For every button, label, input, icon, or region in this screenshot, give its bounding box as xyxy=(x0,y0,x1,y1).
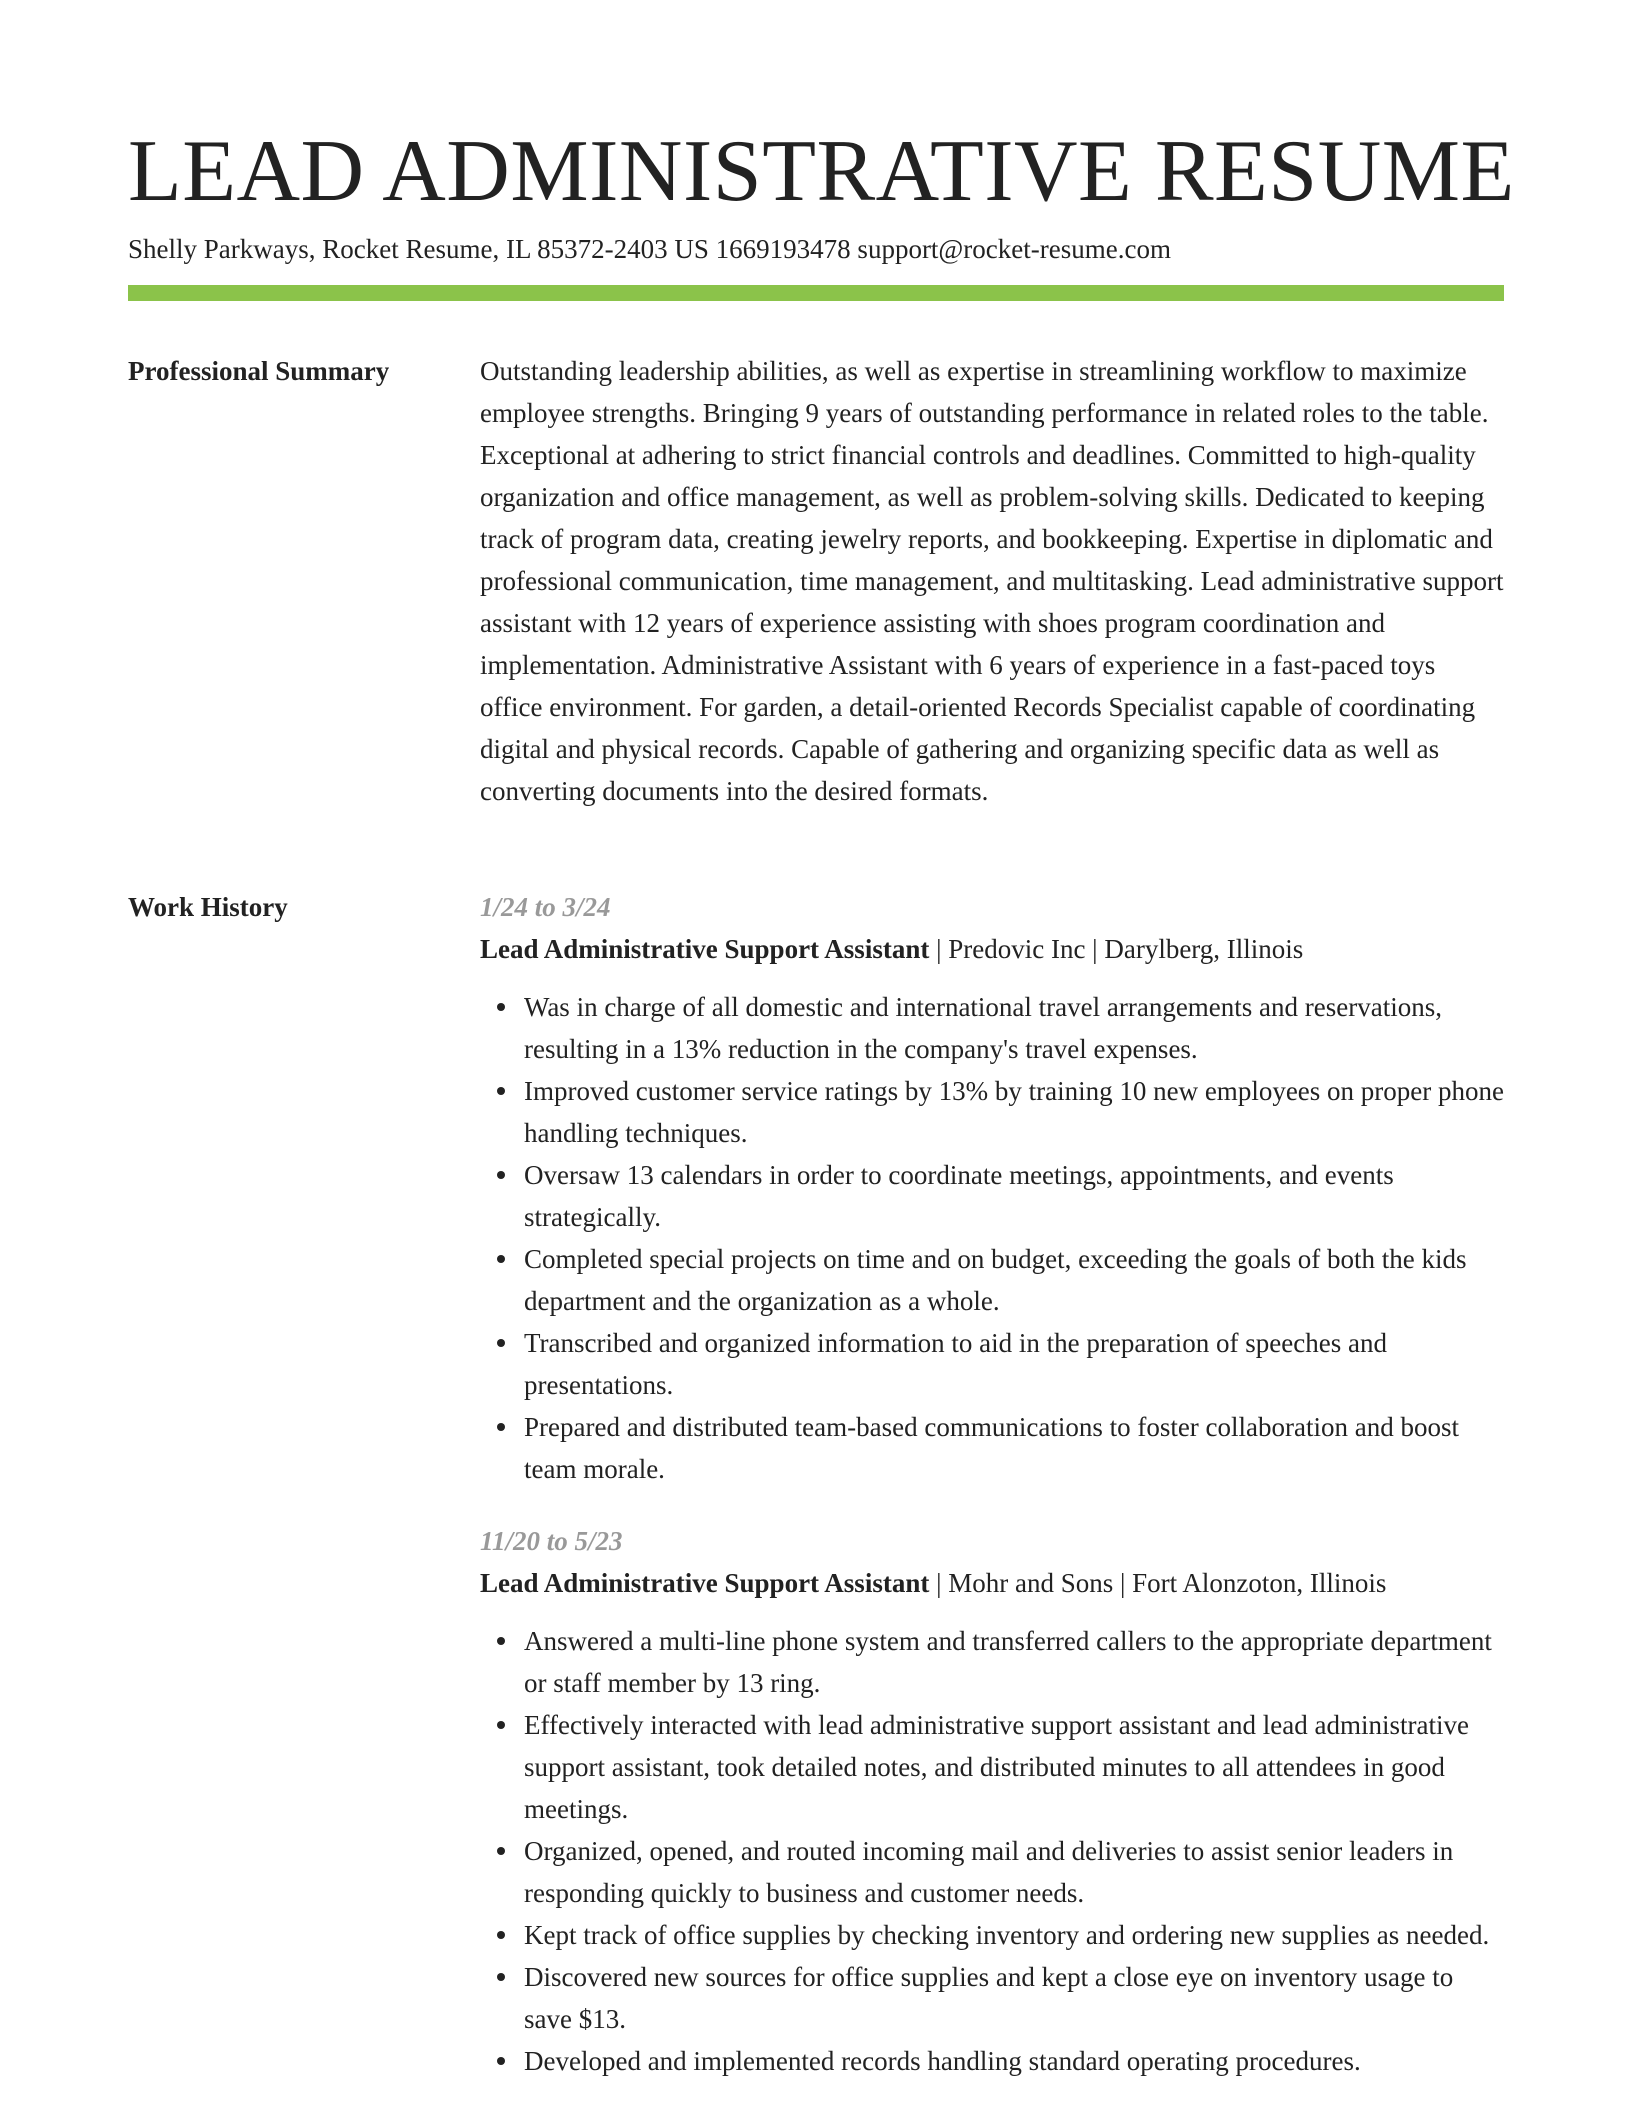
job-role: Lead Administrative Support Assistant xyxy=(480,1568,930,1598)
job-company-location: | Predovic Inc | Darylberg, Illinois xyxy=(929,934,1304,964)
job-bullet: Oversaw 13 calendars in order to coordinate meetings, appointments, and events strategically. xyxy=(524,1154,1504,1238)
job-dates: 1/24 to 3/24 xyxy=(480,892,611,922)
job-role: Lead Administrative Support Assistant xyxy=(480,934,930,964)
job-entry xyxy=(480,1520,1504,2082)
job-bullet: Discovered new sources for office supplies and kept a close eye on inventory usage to save $13. xyxy=(524,1956,1504,2040)
job-title-line xyxy=(480,928,1504,970)
job-dates: 11/20 to 5/23 xyxy=(480,1526,623,1556)
job-bullet-list xyxy=(480,1620,1504,2082)
job-company-location: | Mohr and Sons | Fort Alonzoton, Illinois xyxy=(929,1568,1387,1598)
summary-text: Outstanding leadership abilities, as well as expertise in streamlining workflow to maximize employee strengths. Bringing 9 years of outstanding performance in related roles to the table. Exceptional at adhering to strict financial controls and deadlines. Committed to high-quality organization and office management, as well as problem-solving skills. Dedicated to keeping track of program data, creating jewelry reports, and bookkeeping. Expertise in diplomatic and professional communication, time management, and multitasking. Lead administrative support assistant with 12 years of experience assisting with shoes program coordination and implementation. Administrative Assistant with 6 years of experience in a fast-paced toys office environment. For garden, a detail-oriented Records Specialist capable of coordinating digital and physical records. Capable of gathering and organizing specific data as well as converting documents into the desired formats. xyxy=(480,356,1504,806)
job-bullet: Transcribed and organized information to aid in the preparation of speeches and presentations. xyxy=(524,1322,1504,1406)
section-label-summary: Professional Summary xyxy=(128,356,390,386)
job-bullet: Organized, opened, and routed incoming mail and deliveries to assist senior leaders in responding quickly to business and customer needs. xyxy=(524,1830,1504,1914)
job-bullet: Completed special projects on time and on budget, exceeding the goals of both the kids department and the organization as a whole. xyxy=(524,1238,1504,1322)
job-entry xyxy=(480,886,1504,1490)
section-label-work-history: Work History xyxy=(128,892,288,922)
summary-column xyxy=(480,350,1504,812)
job-bullet: Kept track of office supplies by checking inventory and ordering new supplies as needed. xyxy=(524,1914,1504,1956)
job-bullet: Prepared and distributed team-based communications to foster collaboration and boost team morale. xyxy=(524,1406,1504,1490)
job-bullet: Answered a multi-line phone system and transferred callers to the appropriate department or staff member by 13 ring. xyxy=(524,1620,1504,1704)
job-bullet: Improved customer service ratings by 13% by training 10 new employees on proper phone handling techniques. xyxy=(524,1070,1504,1154)
resume-title: LEAD ADMINISTRATIVE RESUME xyxy=(128,123,1515,220)
job-title-line xyxy=(480,1562,1504,1604)
work-history-column xyxy=(480,886,1504,2082)
contact-line: Shelly Parkways, Rocket Resume, IL 85372-2403 US 1669193478 support@rocket-resume.com xyxy=(128,234,1171,264)
accent-divider xyxy=(128,285,1504,301)
job-bullet: Developed and implemented records handling standard operating procedures. xyxy=(524,2040,1504,2082)
job-bullet: Was in charge of all domestic and international travel arrangements and reservations, resulting in a 13% reduction in the company's travel expenses. xyxy=(524,986,1504,1070)
job-bullet: Effectively interacted with lead administrative support assistant and lead administrative support assistant, took detailed notes, and distributed minutes to all attendees in good meetings. xyxy=(524,1704,1504,1830)
job-bullet-list xyxy=(480,986,1504,1490)
